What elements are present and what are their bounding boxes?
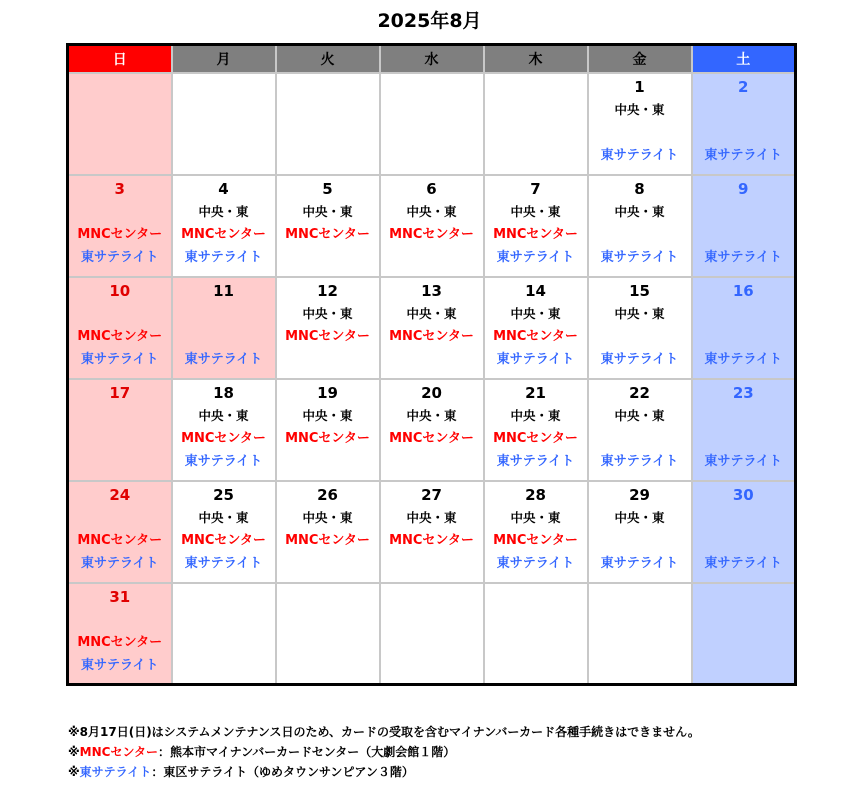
mnc-center-label: MNCセンター [181,226,266,242]
chuo-east-label: 中央・東 [198,407,249,423]
day-number: 20 [421,383,442,402]
day-content [485,74,587,174]
note-mnc-prefix: ※ [68,745,80,759]
calendar-day-cell [172,175,276,277]
calendar-day-cell [172,277,276,379]
calendar-day-cell [588,277,692,379]
east-satellite-label: 東サテライト [184,555,263,571]
mnc-center-label: MNCセンター [493,430,578,446]
day-number: 25 [213,485,234,504]
east-satellite-label: 東サテライト [600,555,679,571]
day-content [277,74,379,174]
footnotes [68,722,700,782]
calendar-day-cell [692,277,796,379]
calendar-day-cell [484,175,588,277]
chuo-east-label: 中央・東 [614,203,665,219]
east-satellite-label: 東サテライト [496,249,575,265]
note-east-name: 東サテライト [79,765,152,779]
chuo-east-label: 中央・東 [198,509,249,525]
day-number: 24 [109,485,131,504]
day-number: 9 [738,179,749,198]
calendar-empty-cell [484,73,588,175]
east-satellite-label: 東サテライト [184,351,263,367]
east-satellite-label: 東サテライト [600,147,679,163]
day-content [693,482,795,582]
day-content [381,74,483,174]
day-number: 2 [738,77,749,96]
calendar-day-cell [588,481,692,583]
day-content [485,584,587,684]
east-satellite-label: 東サテライト [600,453,679,469]
chuo-east-label: 中央・東 [406,305,457,321]
day-content [277,380,379,480]
day-number: 11 [213,281,234,300]
calendar-day-cell [172,481,276,583]
note-east-prefix: ※ [68,765,80,779]
mnc-center-label: MNCセンター [77,532,163,548]
calendar-week-row [68,73,796,175]
weekday-monday: 月 [172,45,276,73]
day-number: 26 [317,485,338,504]
note-east [68,762,700,782]
day-content [69,176,171,276]
day-content [693,176,795,276]
mnc-center-label: MNCセンター [285,532,370,548]
calendar-day-cell [172,379,276,481]
note-mnc-name: MNCセンター [79,745,158,759]
calendar-day-cell [380,481,484,583]
calendar-day-cell [276,481,380,583]
day-number: 23 [732,383,754,402]
day-content [173,380,275,480]
day-number: 18 [213,383,234,402]
day-content [589,176,691,276]
mnc-center-label: MNCセンター [285,328,370,344]
mnc-center-label: MNCセンター [493,226,578,242]
mnc-center-label: MNCセンター [389,328,474,344]
day-content [693,380,795,480]
day-content [381,584,483,684]
calendar-empty-cell [692,583,796,685]
calendar-day-cell [692,379,796,481]
weekday-tuesday: 火 [276,45,380,73]
day-content [589,74,691,174]
east-satellite-label: 東サテライト [600,351,679,367]
chuo-east-label: 中央・東 [510,305,561,321]
east-satellite-label: 東サテライト [496,351,575,367]
day-content [173,584,275,684]
day-content [693,584,795,684]
day-content [69,584,171,684]
note-maintenance: ※8月17日(日)はシステムメンテナンス日のため、カードの受取を含むマイナンバーカード各種手続きはできません。 [68,725,700,739]
day-number: 4 [218,179,229,198]
calendar-day-cell [68,379,172,481]
calendar-day-cell [692,481,796,583]
calendar-day-cell [588,175,692,277]
weekday-sunday: 日 [68,45,172,73]
day-content [173,176,275,276]
day-content [277,584,379,684]
chuo-east-label: 中央・東 [406,203,457,219]
mnc-center-label: MNCセンター [77,634,163,650]
east-satellite-label: 東サテライト [704,249,783,265]
day-content [173,482,275,582]
weekday-saturday: 土 [692,45,796,73]
day-content [69,74,171,174]
day-content [693,278,795,378]
day-number: 19 [317,383,338,402]
day-number: 17 [109,383,131,402]
chuo-east-label: 中央・東 [198,203,249,219]
calendar-empty-cell [172,73,276,175]
calendar-day-cell [484,379,588,481]
day-content [173,278,275,378]
east-satellite-label: 東サテライト [80,555,159,571]
day-content [485,176,587,276]
east-satellite-label: 東サテライト [704,147,783,163]
note-mnc-desc: ：熊本市マイナンバーカードセンター（大劇会館１階） [157,745,456,759]
day-number: 30 [732,485,754,504]
mnc-center-label: MNCセンター [77,226,163,242]
day-content [277,278,379,378]
calendar-day-cell [276,175,380,277]
day-number: 31 [109,587,131,606]
mnc-center-label: MNCセンター [493,532,578,548]
calendar-day-cell [692,73,796,175]
calendar-day-cell [68,481,172,583]
chuo-east-label: 中央・東 [510,407,561,423]
calendar-day-cell [68,277,172,379]
day-number: 15 [629,281,650,300]
day-number: 6 [426,179,437,198]
day-content [69,380,171,480]
day-number: 12 [317,281,338,300]
calendar-day-cell [380,175,484,277]
calendar-day-cell [588,73,692,175]
chuo-east-label: 中央・東 [302,305,353,321]
mnc-center-label: MNCセンター [181,430,266,446]
day-number: 8 [634,179,645,198]
day-number: 16 [732,281,754,300]
day-content [485,278,587,378]
calendar-title: 2025年8月 [377,10,482,32]
mnc-center-label: MNCセンター [389,430,474,446]
day-content [381,482,483,582]
day-number: 7 [530,179,541,198]
chuo-east-label: 中央・東 [614,509,665,525]
mnc-center-label: MNCセンター [77,328,163,344]
day-number: 5 [322,179,333,198]
day-number: 13 [421,281,442,300]
mnc-center-label: MNCセンター [181,532,266,548]
calendar-day-cell [68,583,172,685]
chuo-east-label: 中央・東 [614,407,665,423]
day-number: 27 [421,485,442,504]
calendar-week-row [68,379,796,481]
calendar-day-cell [380,379,484,481]
day-content [589,380,691,480]
day-content [277,176,379,276]
chuo-east-label: 中央・東 [614,101,665,117]
calendar-day-cell [276,277,380,379]
calendar-day-cell [380,277,484,379]
east-satellite-label: 東サテライト [80,351,159,367]
chuo-east-label: 中央・東 [510,509,561,525]
calendar-week-row [68,583,796,685]
day-content [381,176,483,276]
east-satellite-label: 東サテライト [600,249,679,265]
calendar-empty-cell [588,583,692,685]
east-satellite-label: 東サテライト [496,453,575,469]
calendar-day-cell [588,379,692,481]
calendar-day-cell [68,175,172,277]
calendar-empty-cell [276,583,380,685]
east-satellite-label: 東サテライト [80,657,159,673]
calendar-empty-cell [484,583,588,685]
calendar-day-cell [692,175,796,277]
calendar-empty-cell [380,583,484,685]
calendar-week-row [68,277,796,379]
day-content [69,482,171,582]
day-number: 10 [109,281,131,300]
calendar-empty-cell [380,73,484,175]
calendar-day-cell [484,277,588,379]
weekday-header-row [68,45,796,73]
east-satellite-label: 東サテライト [704,555,783,571]
calendar-week-row [68,175,796,277]
calendar-grid [66,43,797,686]
day-content [277,482,379,582]
calendar-empty-cell [172,583,276,685]
day-number: 22 [629,383,650,402]
chuo-east-label: 中央・東 [406,509,457,525]
note-east-desc: ：東区サテライト（ゆめタウンサンピアン３階） [151,765,414,779]
day-content [693,74,795,174]
east-satellite-label: 東サテライト [80,249,159,265]
day-number: 3 [114,179,125,198]
chuo-east-label: 中央・東 [510,203,561,219]
day-content [381,380,483,480]
day-number: 21 [525,383,546,402]
day-content [485,380,587,480]
calendar-day-cell [484,481,588,583]
calendar-week-row [68,481,796,583]
day-content [589,278,691,378]
day-number: 28 [525,485,546,504]
day-content [173,74,275,174]
day-number: 1 [634,77,645,96]
chuo-east-label: 中央・東 [302,203,353,219]
chuo-east-label: 中央・東 [406,407,457,423]
chuo-east-label: 中央・東 [614,305,665,321]
day-content [381,278,483,378]
day-content [589,584,691,684]
day-content [485,482,587,582]
east-satellite-label: 東サテライト [704,453,783,469]
chuo-east-label: 中央・東 [302,407,353,423]
mnc-center-label: MNCセンター [493,328,578,344]
note-mnc [68,742,700,762]
weekday-wednesday: 水 [380,45,484,73]
chuo-east-label: 中央・東 [302,509,353,525]
day-content [69,278,171,378]
calendar-empty-cell [276,73,380,175]
calendar-empty-cell [68,73,172,175]
east-satellite-label: 東サテライト [496,555,575,571]
mnc-center-label: MNCセンター [285,430,370,446]
day-number: 29 [629,485,650,504]
east-satellite-label: 東サテライト [184,249,263,265]
east-satellite-label: 東サテライト [184,453,263,469]
mnc-center-label: MNCセンター [389,226,474,242]
weekday-friday: 金 [588,45,692,73]
calendar-day-cell [276,379,380,481]
mnc-center-label: MNCセンター [389,532,474,548]
mnc-center-label: MNCセンター [285,226,370,242]
day-number: 14 [525,281,546,300]
day-content [589,482,691,582]
east-satellite-label: 東サテライト [704,351,783,367]
weekday-thursday: 木 [484,45,588,73]
